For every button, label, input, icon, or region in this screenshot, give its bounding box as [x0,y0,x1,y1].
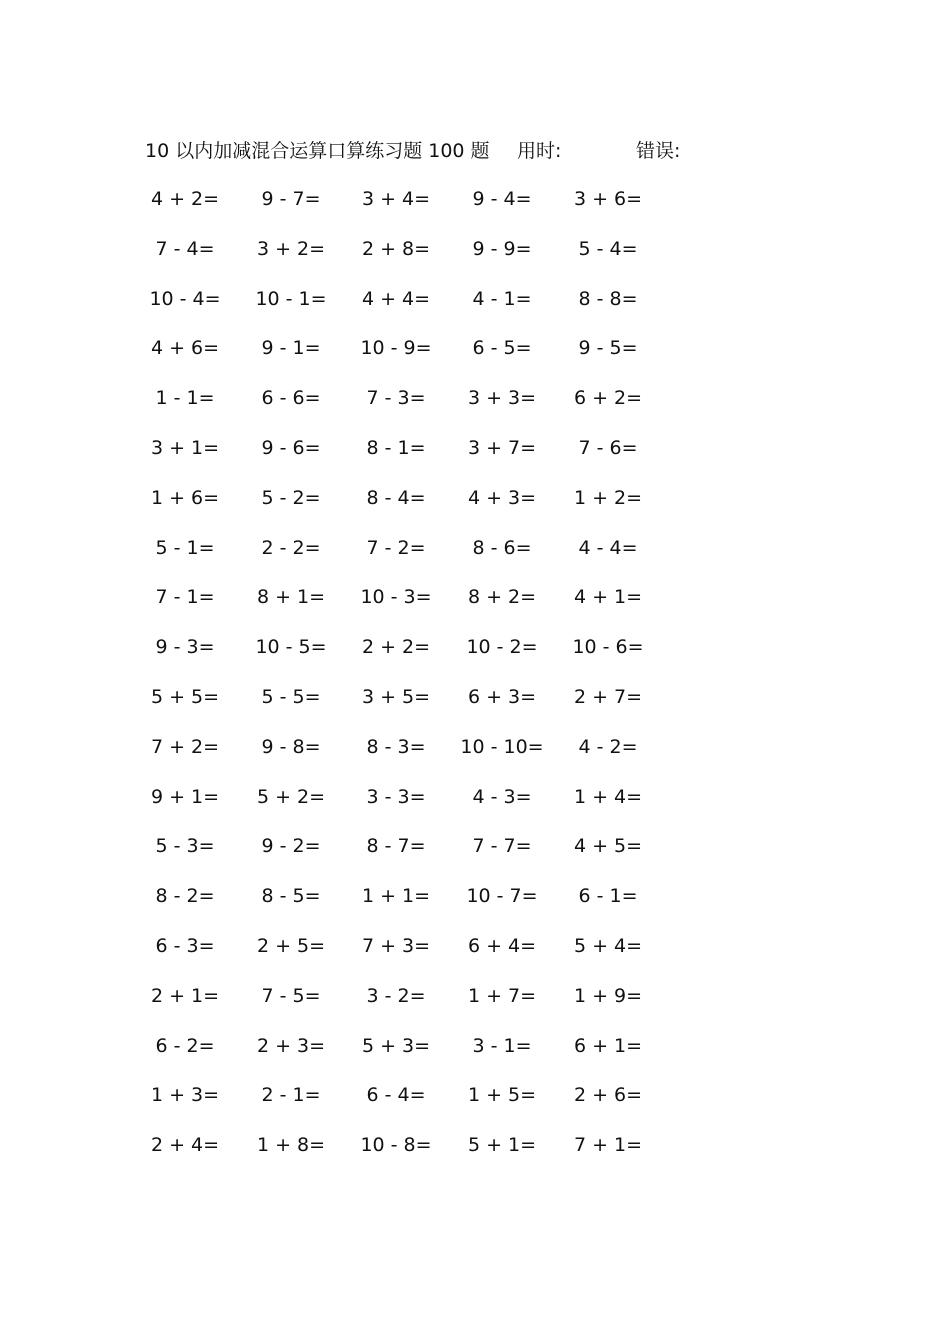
problem-item: 10 - 3= [360,586,432,609]
problem-item: 8 + 1= [256,586,326,609]
error-count-label: 错误: [636,140,681,162]
problem-item: 3 + 3= [467,387,537,410]
problem-item: 4 - 1= [472,287,532,310]
problem-item: 8 - 8= [578,287,638,310]
problem-item: 6 - 4= [366,1084,426,1107]
problem-item: 10 - 7= [466,885,538,908]
problem-item: 5 + 2= [256,785,326,808]
problem-item: 1 + 3= [150,1084,220,1107]
problem-row [148,582,708,632]
problem-item: 2 + 3= [256,1034,326,1057]
problem-item: 1 + 2= [573,486,643,509]
problem-item: 9 - 7= [261,188,321,210]
problem-item: 1 + 5= [467,1084,537,1107]
problem-item: 5 + 5= [150,685,220,708]
problem-item: 2 + 1= [150,984,220,1007]
problem-item: 7 - 3= [366,387,426,410]
problem-item: 9 - 2= [261,835,321,858]
problem-item: 6 - 6= [261,387,321,410]
problem-item: 9 + 1= [150,785,220,808]
problem-item: 6 + 3= [467,685,537,708]
problem-item: 10 - 10= [460,735,544,758]
problem-item: 5 + 3= [361,1034,431,1057]
problem-item: 9 - 9= [472,237,532,260]
problem-row [148,632,708,682]
problem-item: 10 - 9= [360,337,432,360]
problem-item: 8 + 2= [467,586,537,609]
problem-item: 7 + 3= [361,934,431,957]
problem-item: 3 - 1= [472,1034,532,1057]
problem-item: 7 - 7= [472,835,532,858]
problem-item: 1 + 6= [150,486,220,509]
problem-item: 7 - 4= [155,237,215,260]
problem-item: 4 + 2= [150,188,220,210]
problem-row [148,732,708,782]
problem-item: 10 - 1= [255,287,327,310]
problem-item: 1 + 7= [467,984,537,1007]
problem-row [148,981,708,1031]
problem-item: 2 + 6= [573,1084,643,1107]
problem-item: 5 - 5= [261,685,321,708]
problem-item: 9 - 6= [261,436,321,459]
worksheet-title: 10 以内加减混合运算口算练习题 100 题 [145,140,490,162]
problem-item: 5 - 2= [261,486,321,509]
problem-item: 4 + 6= [150,337,220,360]
problem-row [148,234,708,284]
problem-row [148,533,708,583]
problem-item: 5 - 4= [578,237,638,260]
problem-row [148,782,708,832]
problem-item: 8 - 1= [366,436,426,459]
problem-item: 10 - 8= [360,1134,432,1157]
problem-item: 3 + 2= [256,237,326,260]
problem-item: 1 + 9= [573,984,643,1007]
problem-item: 6 - 2= [155,1034,215,1057]
problem-item: 10 - 5= [255,636,327,659]
problem-item: 3 + 5= [361,685,431,708]
problem-item: 7 - 6= [578,436,638,459]
problem-item: 2 - 1= [261,1084,321,1107]
problem-item: 3 + 7= [467,436,537,459]
problem-item: 8 - 7= [366,835,426,858]
problem-item: 1 - 1= [155,387,215,410]
problem-row [148,682,708,732]
problem-item: 1 + 1= [361,885,431,908]
problem-row [148,831,708,881]
problem-item: 6 + 4= [467,934,537,957]
problem-item: 5 + 1= [467,1134,537,1157]
problem-item: 8 - 6= [472,536,532,559]
problem-item: 1 + 4= [573,785,643,808]
problem-item: 9 - 4= [472,188,532,210]
problem-grid [148,184,708,1180]
problem-row [148,881,708,931]
problem-item: 7 + 2= [150,735,220,758]
problem-item: 3 + 4= [361,188,431,210]
problem-row [148,184,708,234]
problem-item: 6 + 2= [573,387,643,410]
problem-item: 7 + 1= [573,1134,643,1157]
problem-item: 6 - 3= [155,934,215,957]
problem-item: 2 + 2= [361,636,431,659]
problem-item: 2 - 2= [261,536,321,559]
time-used-label: 用时: [517,140,562,162]
problem-item: 7 - 1= [155,586,215,609]
problem-item: 2 + 8= [361,237,431,260]
problem-row [148,1080,708,1130]
problem-row [148,483,708,533]
problem-item: 2 + 5= [256,934,326,957]
problem-item: 4 + 4= [361,287,431,310]
problem-row [148,931,708,981]
problem-item: 4 + 5= [573,835,643,858]
problem-row [148,433,708,483]
problem-row [148,333,708,383]
problem-item: 8 - 3= [366,735,426,758]
problem-item: 8 - 2= [155,885,215,908]
problem-item: 4 + 1= [573,586,643,609]
problem-item: 4 - 2= [578,735,638,758]
problem-item: 9 - 1= [261,337,321,360]
problem-item: 5 - 1= [155,536,215,559]
problem-item: 6 - 1= [578,885,638,908]
problem-item: 6 - 5= [472,337,532,360]
problem-item: 10 - 6= [572,636,644,659]
problem-item: 5 + 4= [573,934,643,957]
problem-row [148,284,708,334]
problem-item: 3 + 6= [573,188,643,210]
problem-row [148,1130,708,1180]
problem-item: 4 - 4= [578,536,638,559]
problem-item: 9 - 5= [578,337,638,360]
problem-item: 8 - 5= [261,885,321,908]
problem-item: 9 - 8= [261,735,321,758]
problem-item: 10 - 2= [466,636,538,659]
problem-item: 1 + 8= [256,1134,326,1157]
problem-item: 9 - 3= [155,636,215,659]
problem-item: 3 - 2= [366,984,426,1007]
problem-item: 6 + 1= [573,1034,643,1057]
problem-row [148,383,708,433]
problem-item: 4 - 3= [472,785,532,808]
problem-item: 8 - 4= [366,486,426,509]
problem-item: 7 - 5= [261,984,321,1007]
problem-item: 2 + 7= [573,685,643,708]
problem-row [148,1031,708,1081]
problem-item: 4 + 3= [467,486,537,509]
problem-item: 3 + 1= [150,436,220,459]
problem-item: 2 + 4= [150,1134,220,1157]
problem-item: 3 - 3= [366,785,426,808]
problem-item: 5 - 3= [155,835,215,858]
problem-item: 10 - 4= [149,287,221,310]
problem-item: 7 - 2= [366,536,426,559]
